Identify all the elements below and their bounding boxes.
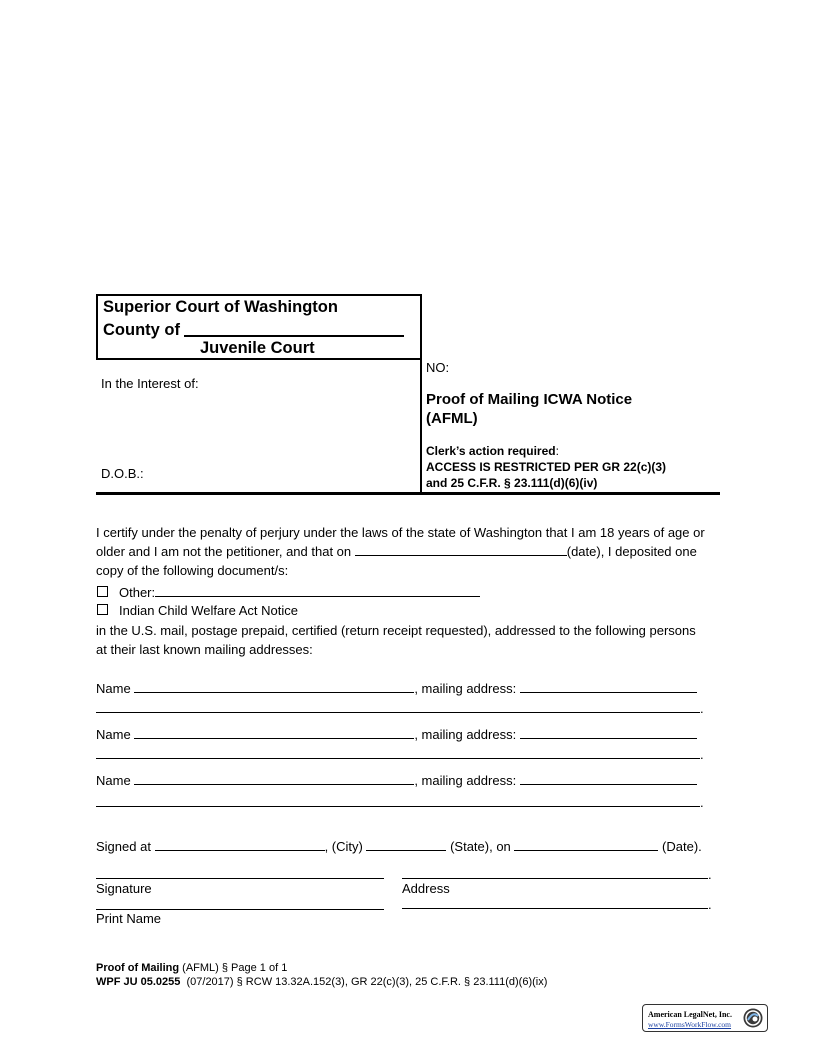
- recipient-3-name-label: Name: [96, 773, 131, 788]
- signed-date-field[interactable]: [514, 839, 658, 851]
- address-line1[interactable]: [402, 878, 708, 879]
- recipient-2-address-line2[interactable]: [96, 758, 700, 759]
- recipient-3-address-label: , mailing address:: [414, 773, 517, 788]
- address-label: Address: [402, 881, 450, 896]
- deposit-date-field[interactable]: [355, 544, 567, 556]
- certify-line1: I certify under the penalty of perjury under the laws of the state of Washington that I am 18 years of age or: [96, 525, 705, 540]
- recipient-2-period: .: [700, 747, 704, 762]
- recipient-3-row: [96, 772, 697, 789]
- logo-company: American LegalNet, Inc.: [648, 1010, 732, 1019]
- recipient-1-period: .: [700, 701, 704, 716]
- dob-label: D.O.B.:: [101, 466, 144, 481]
- logo-url[interactable]: www.FormsWorkFlow.com: [648, 1020, 732, 1029]
- in-interest-label: In the Interest of:: [101, 376, 199, 391]
- signed-at-row: [96, 838, 702, 855]
- county-field[interactable]: [184, 321, 404, 337]
- recipient-1-address-label: , mailing address:: [414, 681, 517, 696]
- other-checkbox[interactable]: [97, 586, 108, 597]
- icwa-checkbox[interactable]: [97, 604, 108, 615]
- recipient-1-address-line2[interactable]: [96, 712, 700, 713]
- restricted-notice-line2: and 25 C.F.R. § 23.111(d)(6)(iv): [426, 476, 598, 490]
- certify-line2-end: (date), I deposited one: [566, 544, 697, 559]
- americanlegalnet-logo[interactable]: [642, 1004, 768, 1032]
- address-line2[interactable]: [402, 908, 708, 909]
- clerk-action-label: Clerk’s action required: [426, 444, 556, 458]
- caption-bottom-rule: [96, 492, 720, 495]
- other-option: [119, 584, 480, 601]
- clerk-action-line: [426, 443, 559, 459]
- signed-at-label: Signed at: [96, 839, 151, 854]
- county-label: County of: [103, 321, 180, 339]
- print-name-label: Print Name: [96, 911, 162, 926]
- address-line2-period: .: [708, 897, 712, 912]
- signed-city-field[interactable]: [155, 839, 325, 851]
- county-line: [103, 319, 404, 340]
- caption-divider: [420, 294, 422, 494]
- recipient-1-address-field[interactable]: [520, 681, 697, 693]
- recipient-2-row: [96, 726, 697, 743]
- restricted-notice-line1: ACCESS IS RESTRICTED PER GR 22(c)(3): [426, 460, 667, 474]
- document-title-line1: Proof of Mailing ICWA Notice: [426, 391, 633, 408]
- signed-state-field[interactable]: [366, 839, 446, 851]
- recipient-3-period: .: [700, 795, 704, 810]
- juvenile-court-label: Juvenile Court: [200, 339, 315, 357]
- other-label: Other:: [119, 585, 156, 600]
- case-number-label: NO:: [426, 360, 450, 375]
- footer-citation: (07/2017) § RCW 13.32A.152(3), GR 22(c)(3), 25 C.F.R. § 23.111(d)(6)(ix): [180, 976, 548, 988]
- footer-form-name: Proof of Mailing: [96, 962, 180, 974]
- court-name: Superior Court of Washington: [103, 298, 338, 316]
- certify-line3: copy of the following document/s:: [96, 563, 289, 578]
- clerk-action-colon: :: [555, 444, 559, 458]
- state-label: (State), on: [450, 839, 511, 854]
- mail-line2: at their last known mailing addresses:: [96, 642, 313, 657]
- certify-line2-start: older and I am not the petitioner, and that on: [96, 544, 352, 559]
- document-title-line2: (AFML): [426, 410, 478, 427]
- other-document-field[interactable]: [155, 585, 480, 597]
- city-label: , (City): [324, 839, 363, 854]
- recipient-2-name-field[interactable]: [134, 727, 414, 739]
- icwa-option-label: Indian Child Welfare Act Notice: [119, 603, 298, 618]
- recipient-1-name-label: Name: [96, 681, 131, 696]
- globe-icon: [742, 1007, 764, 1029]
- recipient-3-name-field[interactable]: [134, 773, 414, 785]
- certify-line2: [96, 543, 697, 560]
- mail-line1: in the U.S. mail, postage prepaid, certified (return receipt requested), addressed to the following persons: [96, 623, 696, 638]
- footer-line2: [96, 975, 547, 989]
- recipient-1-row: [96, 680, 697, 697]
- footer-page-info: (AFML) § Page 1 of 1: [179, 962, 288, 974]
- footer-form-id: WPF JU 05.0255: [96, 976, 181, 988]
- court-caption-box: [96, 294, 422, 360]
- signature-line[interactable]: [96, 878, 384, 879]
- recipient-2-name-label: Name: [96, 727, 131, 742]
- recipient-1-name-field[interactable]: [134, 681, 414, 693]
- recipient-2-address-label: , mailing address:: [414, 727, 517, 742]
- recipient-3-address-line2[interactable]: [96, 806, 700, 807]
- date-label: (Date).: [662, 839, 702, 854]
- footer-line1: [96, 961, 287, 975]
- recipient-3-address-field[interactable]: [520, 773, 697, 785]
- signature-label: Signature: [96, 881, 152, 896]
- recipient-2-address-field[interactable]: [520, 727, 697, 739]
- address-line1-period: .: [708, 867, 712, 882]
